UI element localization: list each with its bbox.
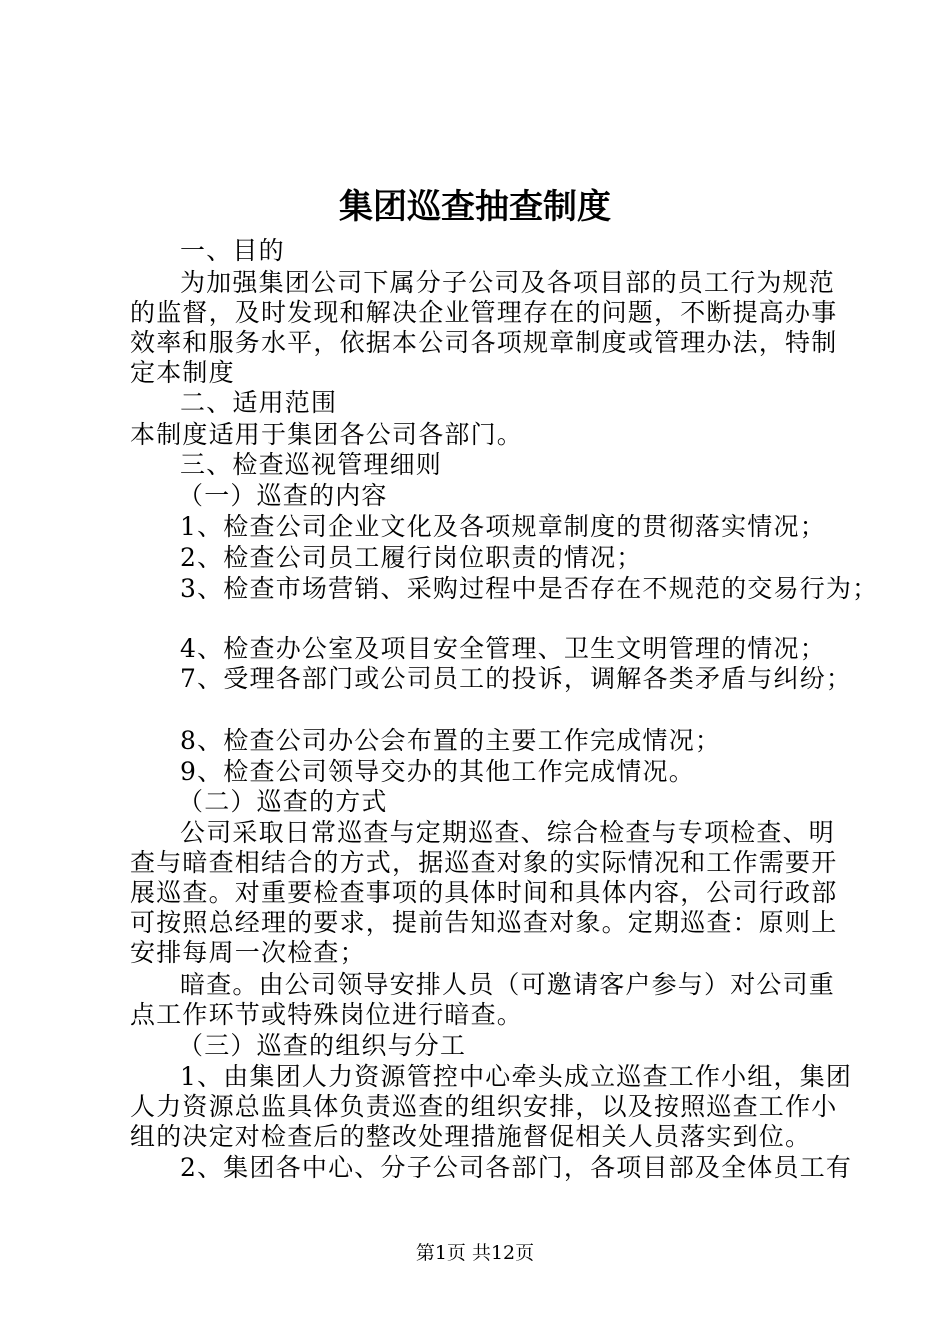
body-line: 展巡查。对重要检查事项的具体时间和具体内容，公司行政部	[130, 878, 838, 907]
list-item: 9、检查公司领导交办的其他工作完成情况。	[180, 757, 695, 786]
section-heading-purpose: 一、目的	[180, 236, 285, 265]
body-line: 组的决定对检查后的整改处理措施督促相关人员落实到位。	[130, 1122, 812, 1151]
page-number-footer: 第1页 共12页	[415, 1242, 535, 1264]
body-line: 本制度适用于集团各公司各部门。	[130, 420, 524, 449]
body-line: 查与暗查相结合的方式，据巡查对象的实际情况和工作需要开	[130, 848, 838, 877]
list-item: 4、检查办公室及项目安全管理、卫生文明管理的情况；	[180, 634, 826, 663]
body-line: 人力资源总监具体负责巡查的组织安排，以及按照巡查工作小	[130, 1092, 838, 1121]
page-title: 集团巡查抽查制度	[339, 187, 611, 227]
subsection-heading-organization: （三）巡查的组织与分工	[178, 1031, 467, 1060]
body-line: 为加强集团公司下属分子公司及各项目部的员工行为规范	[180, 268, 836, 297]
list-item: 3、检查市场营销、采购过程中是否存在不规范的交易行为；	[180, 574, 879, 603]
section-heading-scope: 二、适用范围	[180, 388, 338, 417]
section-heading-rules: 三、检查巡视管理细则	[180, 450, 443, 479]
list-item: 2、检查公司员工履行岗位职责的情况；	[180, 543, 643, 572]
body-line: 1、由集团人力资源管控中心牵头成立巡查工作小组，集团	[180, 1062, 853, 1091]
list-item: 8、检查公司办公会布置的主要工作完成情况；	[180, 726, 722, 755]
list-item: 1、检查公司企业文化及各项规章制度的贯彻落实情况；	[180, 512, 826, 541]
body-line: 效率和服务水平，依据本公司各项规章制度或管理办法，特制	[130, 328, 838, 357]
list-item: 7、受理各部门或公司员工的投诉，调解各类矛盾与纠纷；	[180, 664, 853, 693]
body-line: 可按照总经理的要求，提前告知巡查对象。定期巡查：原则上	[130, 908, 838, 937]
body-line: 点工作环节或特殊岗位进行暗查。	[130, 1000, 524, 1029]
subsection-heading-content: （一）巡查的内容	[178, 481, 388, 510]
body-line: 2、集团各中心、分子公司各部门，各项目部及全体员工有	[180, 1153, 853, 1182]
body-line: 定本制度	[130, 358, 235, 387]
body-line: 暗查。由公司领导安排人员（可邀请客户参与）对公司重	[180, 970, 836, 999]
body-line: 公司采取日常巡查与定期巡查、综合检查与专项检查、明	[180, 818, 836, 847]
body-line: 安排每周一次检查；	[130, 938, 366, 967]
body-line: 的监督，及时发现和解决企业管理存在的问题，不断提高办事	[130, 298, 838, 327]
subsection-heading-method: （二）巡查的方式	[178, 787, 388, 816]
